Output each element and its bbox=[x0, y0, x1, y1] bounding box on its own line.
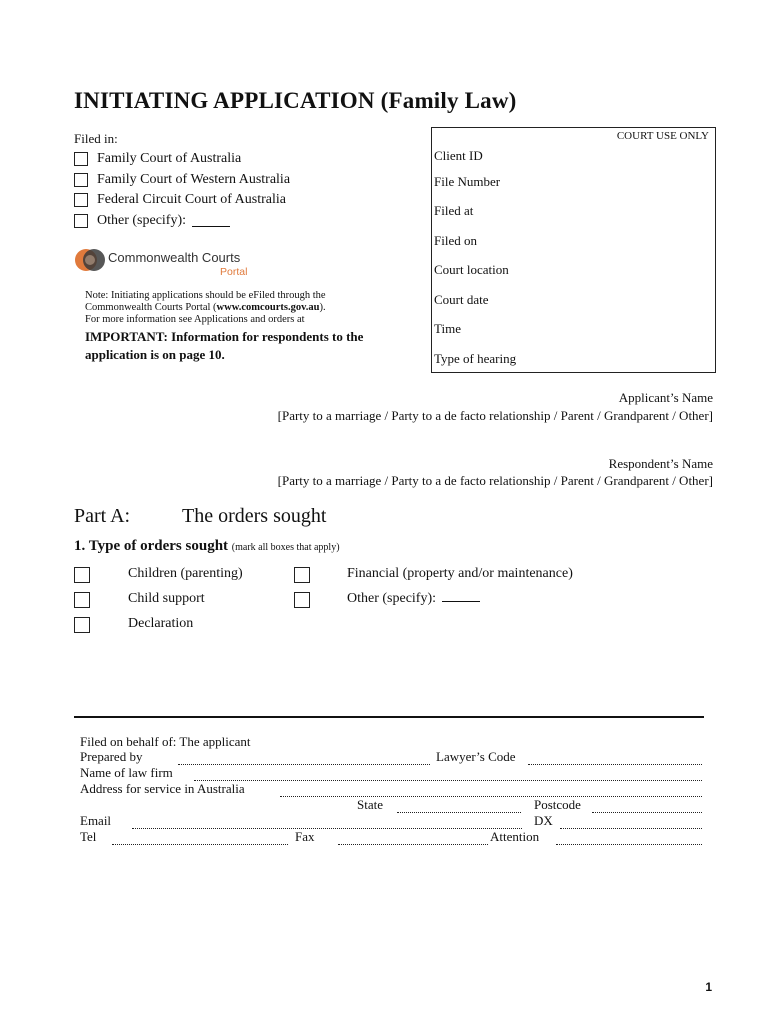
checkbox-child-support[interactable] bbox=[74, 592, 90, 608]
fax-field[interactable] bbox=[338, 844, 488, 845]
field-client-id: Client ID bbox=[434, 148, 483, 163]
postcode-label: Postcode bbox=[534, 797, 581, 812]
state-label: State bbox=[357, 797, 383, 812]
section-divider bbox=[74, 716, 704, 718]
fax-label: Fax bbox=[295, 829, 315, 844]
email-label: Email bbox=[80, 813, 112, 828]
efile-note bbox=[85, 290, 415, 326]
court-option-label: Family Court of Western Australia bbox=[97, 172, 291, 187]
attention-field[interactable] bbox=[556, 844, 702, 845]
part-a-label: Part A: bbox=[74, 505, 131, 527]
prepared-by-field[interactable] bbox=[178, 764, 430, 765]
court-option-label: Other (specify): bbox=[97, 213, 187, 228]
note-line: Note: Initiating applications should be eFiled through the bbox=[85, 290, 326, 301]
filed-on-behalf-of: Filed on behalf of: The applicant bbox=[80, 734, 251, 749]
orders-heading: 1. Type of orders sought (mark all boxes that apply) bbox=[74, 538, 340, 554]
specify-blank[interactable] bbox=[192, 216, 230, 227]
checkbox[interactable] bbox=[74, 214, 88, 228]
state-field[interactable] bbox=[397, 812, 521, 813]
respondent-roles: [Party to a marriage / Party to a de facto relationship / Parent / Grandparent / Other] bbox=[277, 473, 713, 488]
court-option-family-court[interactable] bbox=[74, 151, 241, 167]
orders-hint: (mark all boxes that apply) bbox=[231, 542, 340, 553]
part-a-heading bbox=[74, 505, 326, 528]
tel-label: Tel bbox=[80, 829, 97, 844]
order-label-other: Other (specify): bbox=[347, 591, 480, 607]
lawyers-code-label: Lawyer’s Code bbox=[436, 749, 516, 764]
tel-field[interactable] bbox=[112, 844, 288, 845]
commonwealth-courts-portal-logo bbox=[74, 242, 274, 282]
field-filed-on: Filed on bbox=[434, 233, 477, 248]
address-label: Address for service in Australia bbox=[80, 781, 245, 796]
specify-blank[interactable] bbox=[442, 591, 480, 602]
checkbox[interactable] bbox=[74, 173, 88, 187]
law-firm-label: Name of law firm bbox=[80, 765, 173, 780]
dx-label: DX bbox=[534, 813, 553, 828]
court-option-other[interactable] bbox=[74, 213, 230, 229]
court-option-label: Family Court of Australia bbox=[97, 151, 242, 166]
email-field[interactable] bbox=[132, 828, 522, 829]
part-a-title: The orders sought bbox=[182, 505, 327, 527]
prepared-by-label: Prepared by bbox=[80, 749, 143, 764]
respondent-name-label: Respondent’s Name bbox=[608, 456, 713, 471]
order-label-declaration: Declaration bbox=[128, 616, 194, 631]
checkbox[interactable] bbox=[74, 152, 88, 166]
logo-line2: Portal bbox=[220, 266, 248, 278]
field-type-of-hearing: Type of hearing bbox=[434, 351, 517, 366]
applicant-roles: [Party to a marriage / Party to a de facto relationship / Parent / Grandparent / Other] bbox=[277, 408, 713, 423]
field-court-date: Court date bbox=[434, 292, 489, 307]
lawyers-code-field[interactable] bbox=[528, 764, 702, 765]
law-firm-field[interactable] bbox=[194, 780, 702, 781]
court-option-federal-circuit[interactable] bbox=[74, 192, 286, 208]
page-number: 1 bbox=[705, 980, 712, 994]
dx-field[interactable] bbox=[560, 828, 702, 829]
field-filed-at: Filed at bbox=[434, 203, 474, 218]
note-line: Commonwealth Courts Portal (www.comcourts.gov.au). bbox=[85, 302, 326, 313]
order-label-child-support: Child support bbox=[128, 591, 205, 606]
filed-in-label: Filed in: bbox=[74, 131, 118, 146]
important-notice: IMPORTANT: Information for respondents to the application is on page 10. bbox=[85, 329, 364, 362]
checkbox-financial[interactable] bbox=[294, 567, 310, 583]
field-court-location: Court location bbox=[434, 262, 509, 277]
checkbox-declaration[interactable] bbox=[74, 617, 90, 633]
court-use-only-box bbox=[431, 127, 716, 373]
logo-mark-icon bbox=[74, 242, 274, 282]
checkbox-other[interactable] bbox=[294, 592, 310, 608]
note-line: For more information see Applications and orders at bbox=[85, 314, 305, 325]
document-title: INITIATING APPLICATION (Family Law) bbox=[74, 88, 517, 113]
court-option-label: Federal Circuit Court of Australia bbox=[97, 192, 286, 207]
checkbox-children-parenting[interactable] bbox=[74, 567, 90, 583]
address-field[interactable] bbox=[280, 796, 702, 797]
logo-line1: Commonwealth Courts bbox=[108, 250, 241, 265]
order-label-financial: Financial (property and/or maintenance) bbox=[347, 566, 573, 581]
checkbox[interactable] bbox=[74, 193, 88, 207]
applicant-name-label: Applicant’s Name bbox=[618, 390, 713, 405]
postcode-field[interactable] bbox=[592, 812, 702, 813]
attention-label: Attention bbox=[490, 829, 540, 844]
court-option-family-court-wa[interactable] bbox=[74, 172, 290, 188]
portal-link[interactable]: www.comcourts.gov.au bbox=[216, 302, 320, 313]
order-label-children: Children (parenting) bbox=[128, 566, 243, 581]
field-file-number: File Number bbox=[434, 174, 501, 189]
court-use-header: COURT USE ONLY bbox=[616, 130, 709, 142]
field-time: Time bbox=[434, 321, 461, 336]
